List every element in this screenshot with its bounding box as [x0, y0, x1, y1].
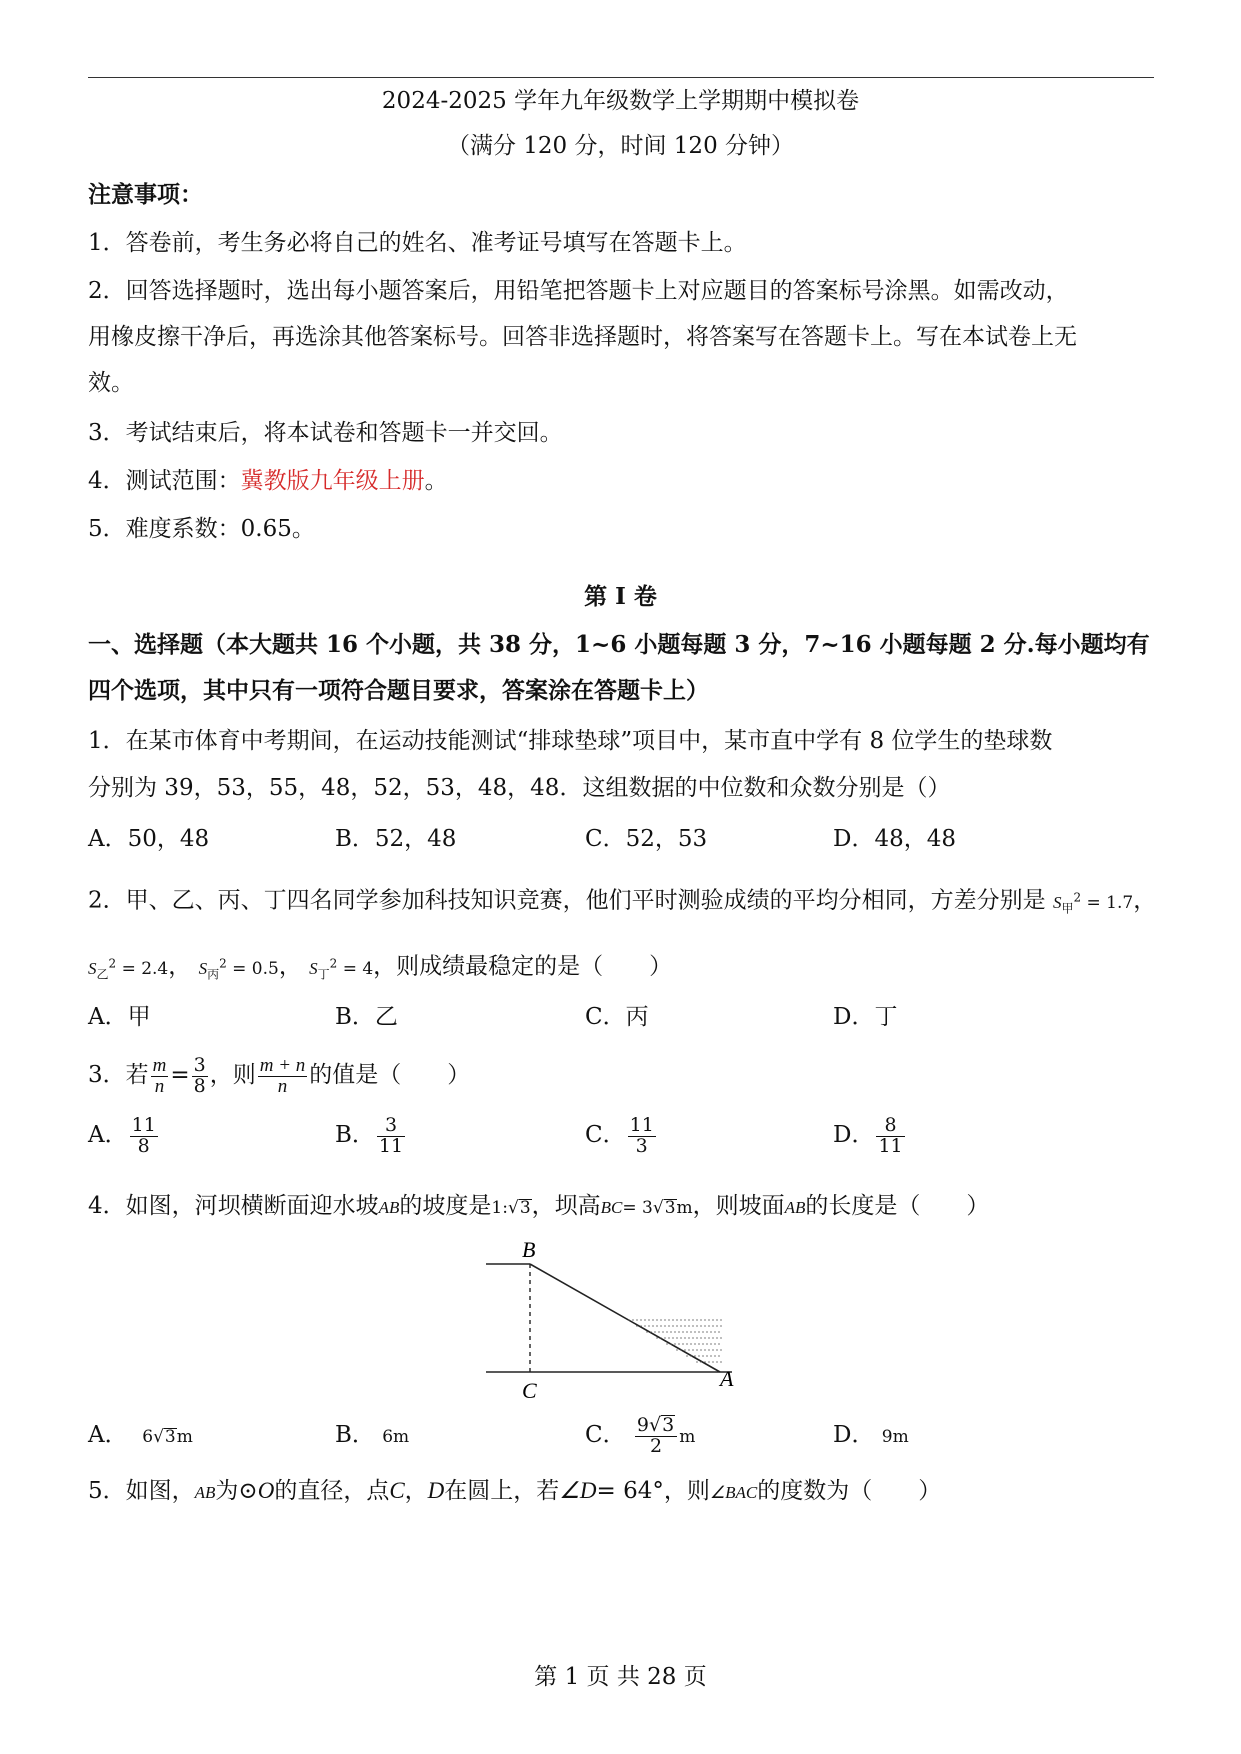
q2-option-c: C．丙	[585, 1004, 649, 1030]
section-heading-line-2: 四个选项，其中只有一项符合题目要求，答案涂在答题卡上）	[88, 677, 709, 704]
q2-variance-jia: $S_甲^2 = 1.7$	[1052, 890, 1134, 916]
water-hatching	[628, 1320, 722, 1362]
q1-option-a: A．50，48	[88, 826, 210, 852]
q2-variance-bing: $S_丙^2 = 0.5$	[198, 956, 279, 982]
q2-question-tail: ，则成绩最稳定的是（ ）	[373, 953, 673, 980]
q3-option-b: B． $\frac{3}{11}$	[335, 1113, 404, 1157]
q3-option-d-fraction: $\frac{8}{11}$	[878, 1113, 903, 1157]
note-4-prefix: 4．测试范围：	[88, 468, 241, 494]
q4-option-a: A． 6√3m	[88, 1422, 193, 1448]
q3-fraction-3-over-8: $\frac{3}{8}$	[193, 1053, 206, 1097]
q1-option-b: B．52，48	[335, 826, 457, 852]
note-2-line-1: 2．回答选择题时，选出每小题答案后，用铅笔把答题卡上对应题目的答案标号涂黑。如需改动，	[88, 278, 1069, 304]
q3-fraction-mpn-over-n: $\frac{m + n}{n}$	[259, 1054, 306, 1097]
q3-option-d: D． $\frac{8}{11}$	[833, 1113, 903, 1157]
volume-heading: 第 I 卷	[584, 583, 657, 610]
q1-line-1: 1．在某市体育中考期间，在运动技能测试“排球垫球”项目中，某市直中学有 8 位学生的垫球数	[88, 728, 1053, 754]
exam-title: 2024-2025 学年九年级数学上学期期中模拟卷	[381, 88, 860, 114]
q2-option-d: D．丁	[833, 1004, 898, 1030]
label-c: C	[522, 1378, 537, 1403]
q1-option-c: C．52，53	[585, 826, 708, 852]
q3-option-a: A． $\frac{11}{8}$	[88, 1113, 156, 1157]
page-footer: 第 1 页 共 28 页	[534, 1664, 707, 1690]
q2-line-2: $S_乙^2 = 2.4$， $S_丙^2 = 0.5$， $S_丁^2 = 4$，则成绩最稳定的是（ ）	[88, 953, 673, 982]
q3-option-b-fraction: $\frac{3}{11}$	[378, 1113, 404, 1157]
section-heading-line-1: 一、选择题（本大题共 16 个小题，共 38 分，1~6 小题每题 3 分，7~16 小题每题 2 分.每小题均有	[88, 631, 1150, 658]
q1-line-2: 分别为 39，53，55，48，52，53，48，48．这组数据的中位数和众数分别是（）	[88, 775, 951, 801]
note-3: 3．考试结束后，将本试卷和答题卡一并交回。	[88, 420, 563, 446]
q3-option-c-fraction: $\frac{11}{3}$	[629, 1113, 654, 1157]
note-4	[88, 466, 448, 496]
q4-option-c: C． $\frac{9√3}{2}$ m	[585, 1414, 696, 1457]
q2-variance-ding: $S_丁^2 = 4$	[309, 956, 374, 982]
exam-subtitle: （满分 120 分，时间 120 分钟）	[446, 133, 795, 159]
q4-option-b: B． 6m	[335, 1422, 410, 1448]
note-2-line-2: 用橡皮擦干净后，再选涂其他答案标号。回答非选择题时，将答案写在答题卡上。写在本试卷上无	[88, 324, 1077, 350]
q3-fraction-m-over-n: $\frac{m}{n}$	[152, 1054, 167, 1097]
note-5: 5．难度系数：0.65。	[88, 516, 315, 542]
q2-option-a: A．甲	[88, 1004, 151, 1030]
q3-option-a-fraction: $\frac{11}{8}$	[131, 1113, 156, 1157]
q2-variance-yi: $S_乙^2 = 2.4$	[88, 956, 169, 982]
header-rule	[88, 77, 1154, 78]
dam-cross-section-figure	[480, 1234, 750, 1414]
q2-option-b: B．乙	[335, 1004, 398, 1030]
q2-line-1-text: 2．甲、乙、丙、丁四名同学参加科技知识竞赛，他们平时测验成绩的平均分相同，方差分别是	[88, 887, 1046, 914]
q2-line-1: 2．甲、乙、丙、丁四名同学参加科技知识竞赛，他们平时测验成绩的平均分相同，方差分别是 $S_甲^2 = 1.7$，	[88, 887, 1157, 916]
note-2-line-3: 效。	[88, 370, 134, 396]
label-a: A	[720, 1366, 734, 1391]
q1-option-d: D．48，48	[833, 826, 956, 852]
q4-option-d: D． 9m	[833, 1422, 909, 1448]
q3-option-c: C． $\frac{11}{3}$	[585, 1113, 654, 1157]
note-1: 1．答卷前，考生务必将自己的姓名、准考证号填写在答题卡上。	[88, 230, 747, 256]
note-4-suffix: 。	[424, 468, 448, 494]
q5-question: 5．如图，AB为⊙O的直径，点C，D在圆上，若∠D= 64°，则∠BAC的度数为（ ）	[88, 1478, 942, 1504]
notes-heading: 注意事项：	[88, 181, 203, 208]
q4-option-c-fraction: $\frac{9√3}{2}$	[635, 1415, 677, 1457]
q3-question: 3．若 $\frac{m}{n}$ = $\frac{3}{8}$ ，则 $\frac{m + n}{n}$ 的值是（ ）	[88, 1053, 471, 1097]
label-b: B	[522, 1237, 536, 1262]
q4-question: 4．如图，河坝横断面迎水坡AB的坡度是1:√3，坝高BC= 3√3m，则坡面AB的长度是（ ）	[88, 1193, 990, 1219]
note-4-scope: 冀教版九年级上册	[240, 468, 425, 494]
